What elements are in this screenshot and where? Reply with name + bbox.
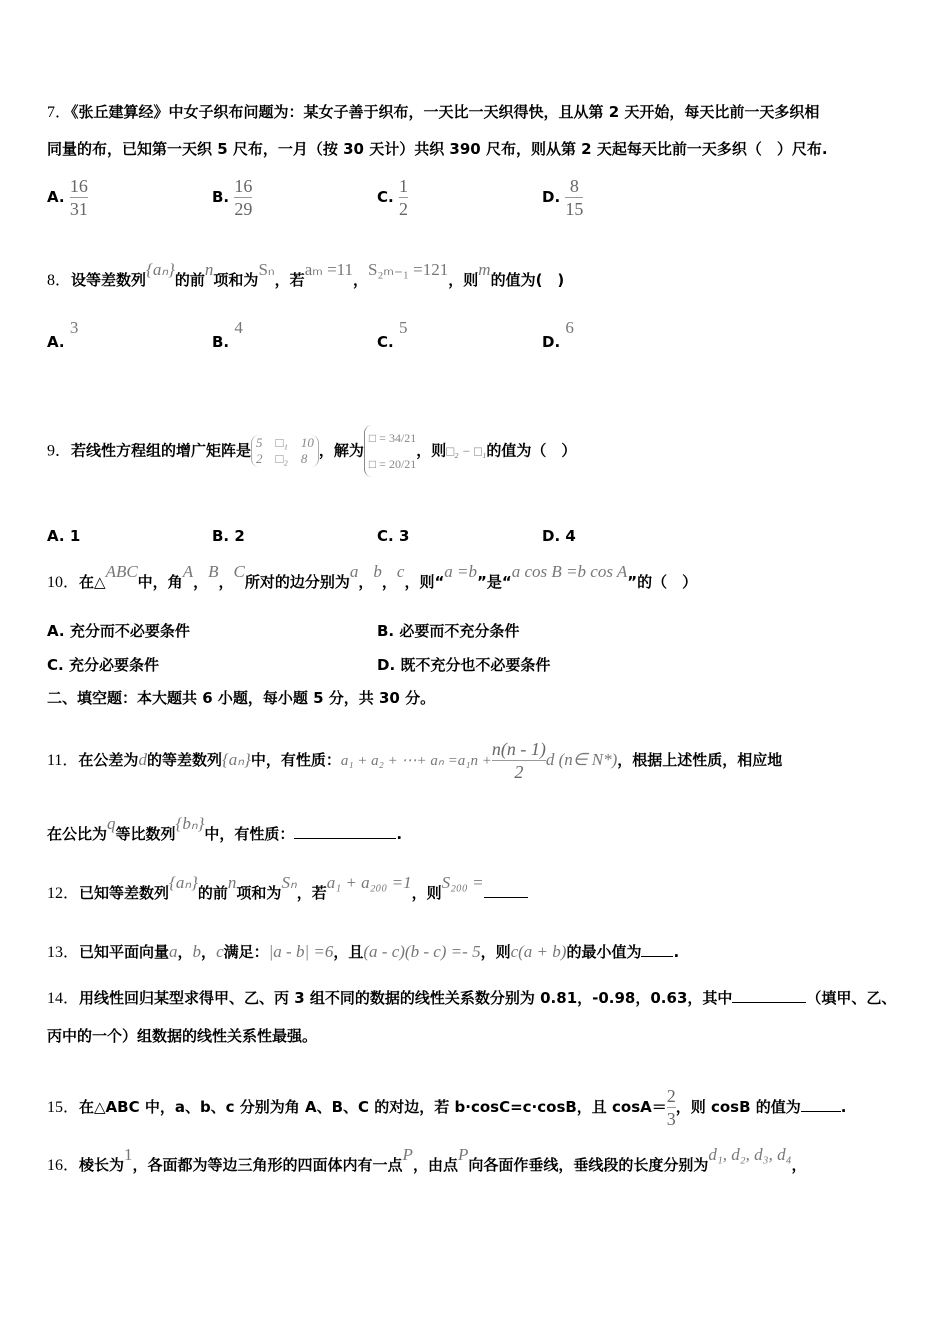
option-value: 6 <box>565 318 574 337</box>
question-14-line-1 <box>47 988 896 1009</box>
math: n <box>227 873 237 892</box>
question-13 <box>47 942 679 963</box>
text: 项和为 <box>236 884 282 902</box>
question-number: 15． <box>47 1099 80 1116</box>
math: q <box>107 814 116 833</box>
option-d[interactable] <box>542 175 583 220</box>
answer-blank[interactable] <box>484 897 528 898</box>
option-c[interactable] <box>377 175 408 220</box>
text: ，若 <box>296 884 327 902</box>
option-label: D. <box>542 188 561 206</box>
text: 已知等差数列 <box>79 884 170 902</box>
text: 中，有性质： <box>204 825 295 843</box>
text: ，各面都为等边三角形的四面体内有一点 <box>132 1156 403 1174</box>
text: ， <box>193 573 209 591</box>
question-16 <box>47 1145 807 1176</box>
text: ，解为 <box>318 441 364 460</box>
math: |a - b| =6 <box>268 942 334 961</box>
text: 若线性方程组的增广矩阵是 <box>71 441 252 460</box>
text: ， <box>201 943 217 961</box>
question-number: 16． <box>47 1157 80 1174</box>
math: A <box>182 562 194 581</box>
option-value: 5 <box>398 318 408 337</box>
option-c[interactable] <box>377 318 408 351</box>
question-number: 12． <box>47 885 80 902</box>
math: {aₙ} <box>169 873 198 892</box>
math: d₁, d₂, d₃, d₄ <box>708 1145 792 1164</box>
text: （填甲、乙、 <box>806 989 897 1007</box>
math: C <box>233 562 245 581</box>
math: {aₙ} <box>221 750 251 769</box>
question-12 <box>47 873 528 904</box>
question-text: 《张丘建算经》中女子织布问题为：某女子善于织布，一天比一天织得快，且从第 2 天开始，每天比前一天多织相 <box>71 103 820 121</box>
option-c[interactable]: C. 充分必要条件 <box>47 656 159 674</box>
math: b <box>373 562 382 581</box>
text: ， <box>353 271 369 289</box>
math: b <box>192 942 202 961</box>
question-7-line-2 <box>47 139 828 159</box>
text: . <box>396 825 403 843</box>
math: B <box>208 562 219 581</box>
math: c(a + b) <box>510 942 567 961</box>
text: ，则 cosB 的值为 <box>675 1098 801 1116</box>
answer-blank[interactable] <box>801 1111 841 1112</box>
math: S₂₀₀ = <box>441 873 484 892</box>
text: 等比数列 <box>115 825 176 843</box>
question-number: 9． <box>47 442 72 460</box>
math: d (n∈ N*) <box>545 750 618 769</box>
math: Sₙ <box>258 260 275 279</box>
question-11-line-1 <box>47 738 782 783</box>
math: S₂ₘ₋₁ =121 <box>368 260 449 279</box>
text: 中，角 <box>137 573 183 591</box>
text: ，则 <box>448 271 479 289</box>
question-number: 14． <box>47 990 80 1007</box>
text: ， <box>791 1156 807 1174</box>
question-number: 7． <box>47 104 72 121</box>
text: ， <box>381 573 397 591</box>
text: 棱长为 <box>79 1156 125 1174</box>
option-a[interactable] <box>47 175 88 220</box>
math: aₘ =11 <box>304 260 354 279</box>
text: 在公差为 <box>78 751 139 769</box>
fraction: $\frac{1}{2}$ <box>398 176 408 219</box>
text: ， <box>218 573 234 591</box>
text: ，则 <box>480 943 511 961</box>
option-d[interactable]: D. 既不充分也不必要条件 <box>377 656 551 674</box>
text: ， <box>358 573 374 591</box>
question-text: 同量的布，已知第一天织 5 尺布，一月（按 30 天计）共织 390 尺布，则从第 2 天起每天比前一天多织（ ）尺布. <box>47 140 828 158</box>
math: {aₙ} <box>146 260 175 279</box>
question-7-line-1 <box>47 102 819 123</box>
text: 项和为 <box>213 271 259 289</box>
text: . <box>840 1098 847 1116</box>
math: 1 <box>124 1145 133 1164</box>
text: ，则 <box>411 884 442 902</box>
fraction: $\frac{2}{3}$ <box>666 1086 676 1129</box>
option-b[interactable]: B. 必要而不充分条件 <box>377 622 520 640</box>
option-label: B. <box>212 333 230 351</box>
answer-blank[interactable] <box>732 1002 806 1003</box>
text: 的前 <box>174 271 205 289</box>
option-label: A. <box>47 188 65 206</box>
text: 所对的边分别为 <box>244 573 350 591</box>
option-d[interactable]: D. 4 <box>542 527 576 545</box>
text: 中，有性质： <box>250 751 341 769</box>
math: a <box>349 562 359 581</box>
fraction: $\frac{n(n - 1)}{2}$ <box>491 739 546 782</box>
math: {bₙ} <box>175 814 205 833</box>
math: c <box>396 562 405 581</box>
answer-blank[interactable] <box>641 956 673 957</box>
math: c <box>216 942 224 961</box>
text: 满足： <box>223 943 269 961</box>
option-c[interactable]: C. 3 <box>377 527 410 545</box>
math: ABC <box>105 562 138 581</box>
question-number: 11． <box>47 752 79 769</box>
math: d <box>138 750 147 769</box>
augmented-matrix: 5 □₁ 10 2 □₂ 8 <box>251 435 319 467</box>
math: Sₙ <box>281 873 297 892</box>
text: 设等差数列 <box>71 271 147 289</box>
math: a cos B =b cos A <box>511 562 628 581</box>
math: a <box>169 942 178 961</box>
question-15 <box>47 1085 846 1130</box>
option-b[interactable] <box>212 175 252 220</box>
math: P <box>457 1145 469 1164</box>
text: 用线性回归某型求得甲、乙、丙 3 组不同的数据的线性关系数分别为 0.81，-0.98，0.63，其中 <box>79 989 733 1007</box>
option-value: 4 <box>234 318 243 337</box>
text: 的值为（ ） <box>486 441 577 460</box>
question-10 <box>47 562 698 593</box>
text: ，且 <box>333 943 364 961</box>
question-number: 10． <box>47 574 80 591</box>
option-label: D. <box>542 333 561 351</box>
text: 向各面作垂线，垂线段的长度分别为 <box>468 1156 709 1174</box>
text: . <box>673 943 680 961</box>
option-label: C. <box>377 188 394 206</box>
text: 已知平面向量 <box>79 943 170 961</box>
option-b[interactable] <box>212 318 243 351</box>
option-d[interactable] <box>542 318 574 351</box>
solution-system: □ = 34/21 □ = 20/21 <box>364 425 416 477</box>
text: ”是“ <box>477 573 512 591</box>
text: ，由点 <box>412 1156 458 1174</box>
math: n <box>204 260 214 279</box>
math: (a - c)(b - c) =- 5 <box>363 942 481 961</box>
option-label: A. <box>47 333 65 351</box>
text: 在公比为 <box>47 825 108 843</box>
option-a[interactable] <box>47 318 79 351</box>
math: a =b <box>444 562 478 581</box>
text: 的最小值为 <box>566 943 642 961</box>
math: m <box>478 260 491 279</box>
text: 的前 <box>197 884 228 902</box>
text: 的等差数列 <box>146 751 222 769</box>
fraction: $\frac{8}{15}$ <box>565 176 584 219</box>
math: □₂ − □₁ <box>446 443 487 459</box>
text: ，根据上述性质，相应地 <box>617 751 783 769</box>
text: ”的（ ） <box>627 573 698 591</box>
text: 在△ABC 中，a、b、c 分别为角 A、B、C 的对边，若 b·cosC=c·cosB，且 cosA＝ <box>79 1098 667 1116</box>
option-label: B. <box>212 188 230 206</box>
text: 在△ <box>79 573 106 591</box>
question-number: 8． <box>47 272 72 289</box>
question-number: 13． <box>47 944 80 961</box>
answer-blank[interactable] <box>294 838 396 839</box>
option-a[interactable]: A. 充分而不必要条件 <box>47 622 190 640</box>
math: P <box>402 1145 413 1164</box>
text: ，则“ <box>404 573 445 591</box>
option-value: 3 <box>69 318 79 337</box>
question-11-line-2 <box>47 814 403 844</box>
option-a[interactable]: A. 1 <box>47 527 81 545</box>
text: ，若 <box>274 271 305 289</box>
text: ，则 <box>416 441 447 460</box>
option-label: C. <box>377 333 394 351</box>
fraction: $\frac{16}{29}$ <box>234 176 253 219</box>
text: ， <box>177 943 193 961</box>
option-b[interactable]: B. 2 <box>212 527 245 545</box>
section-heading: 二、填空题：本大题共 6 小题，每小题 5 分，共 30 分。 <box>47 689 436 707</box>
question-14-line-2: 丙中的一个）组数据的线性关系性最强。 <box>47 1027 318 1045</box>
math: a₁ + a₂₀₀ =1 <box>326 873 412 892</box>
question-8 <box>47 260 565 291</box>
math: a₁ + a₂ + ⋯+ aₙ =a₁n + <box>340 753 492 769</box>
fraction: $\frac{16}{31}$ <box>69 176 88 219</box>
text: 的值为( ) <box>490 271 565 289</box>
question-9 <box>47 425 576 477</box>
